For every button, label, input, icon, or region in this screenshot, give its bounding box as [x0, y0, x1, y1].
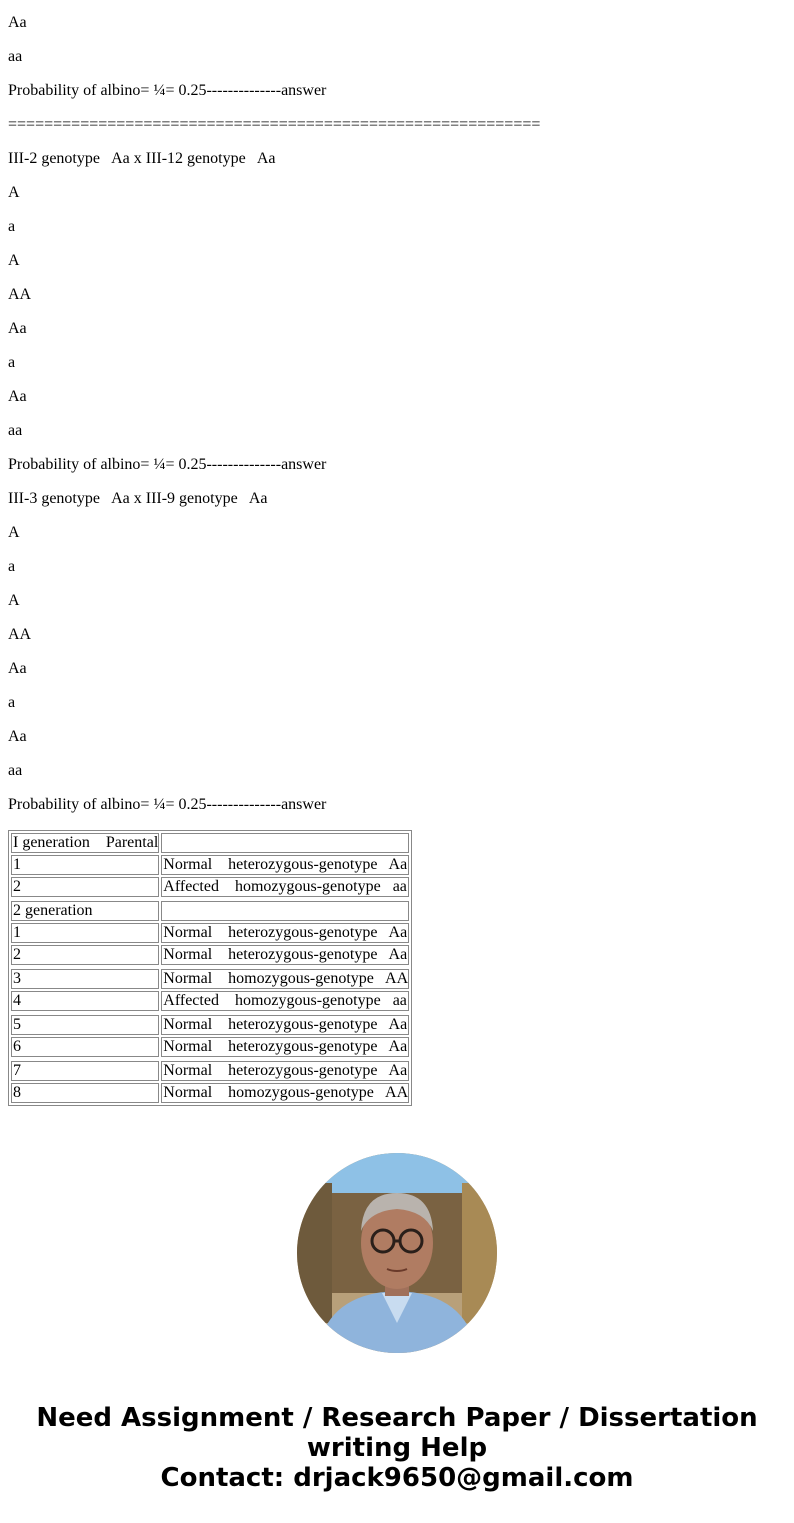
text-line: III-2 genotype Aa x III-12 genotype Aa: [8, 150, 276, 167]
table-cell: 4: [11, 991, 159, 1011]
text-line: Aa: [8, 660, 27, 677]
table-row: [11, 1037, 409, 1057]
table-row: [11, 969, 409, 989]
table-cell: 5: [11, 1015, 159, 1035]
table-row: [11, 901, 409, 921]
separator-line: ===========================================================: [8, 116, 541, 133]
contact-line: Contact: drjack9650@gmail.com: [160, 1463, 634, 1493]
table-cell: Normal heterozygous-genotype Aa: [163, 1062, 408, 1079]
text-line: aa: [8, 762, 23, 779]
table-cell: [161, 901, 409, 921]
text-line: A: [8, 252, 20, 269]
text-line: aa: [8, 48, 23, 65]
table-cell: 2: [11, 945, 159, 965]
table-cell: Normal homozygous-genotype AA: [163, 1084, 409, 1101]
table-cell: 1: [11, 923, 159, 943]
table-cell: Normal heterozygous-genotype Aa: [163, 1016, 408, 1033]
table-cell: 2 generation: [11, 901, 159, 921]
genotype-table: [8, 830, 412, 1106]
text-line: A: [8, 524, 20, 541]
text-line: Probability of albino= ¼= 0.25--------------answer: [8, 82, 327, 99]
table-cell: [161, 833, 409, 853]
table-row: [11, 945, 409, 965]
table-cell: 2: [11, 877, 159, 897]
text-line: aa: [8, 422, 23, 439]
text-line: Aa: [8, 320, 27, 337]
promo-banner: [0, 1403, 794, 1493]
table-row: [11, 1061, 409, 1081]
table-row: [11, 1015, 409, 1035]
table-cell: Normal homozygous-genotype AA: [163, 970, 409, 987]
table-row: [11, 855, 409, 875]
table-cell: Normal heterozygous-genotype Aa: [163, 856, 408, 873]
portrait-illustration: [297, 1153, 497, 1353]
text-line: III-3 genotype Aa x III-9 genotype Aa: [8, 490, 268, 507]
text-line: AA: [8, 286, 32, 303]
table-cell: 6: [11, 1037, 159, 1057]
text-line: a: [8, 694, 16, 711]
table-row: [11, 877, 409, 897]
text-line: Aa: [8, 14, 27, 31]
table-row: [11, 833, 409, 853]
promo-line: writing Help: [306, 1433, 488, 1463]
table-row: [11, 991, 409, 1011]
text-line: a: [8, 218, 16, 235]
table-cell: Normal heterozygous-genotype Aa: [163, 924, 408, 941]
text-line: Probability of albino= ¼= 0.25--------------answer: [8, 456, 327, 473]
text-line: a: [8, 354, 16, 371]
promo-line: Need Assignment / Research Paper / Dissertation: [36, 1403, 758, 1433]
text-line: a: [8, 558, 16, 575]
author-portrait-icon: [297, 1153, 497, 1353]
table-cell: Normal heterozygous-genotype Aa: [163, 946, 408, 963]
text-line: A: [8, 592, 20, 609]
text-line: Aa: [8, 728, 27, 745]
text-line: AA: [8, 626, 32, 643]
text-line: Probability of albino= ¼= 0.25--------------answer: [8, 796, 327, 813]
table-cell: 7: [11, 1061, 159, 1081]
table-cell: 1: [11, 855, 159, 875]
table-cell: Affected homozygous-genotype aa: [161, 877, 409, 897]
table-row: [11, 1083, 409, 1103]
document-body: [8, 0, 786, 816]
table-cell: Normal heterozygous-genotype Aa: [163, 1038, 408, 1055]
text-line: Aa: [8, 388, 27, 405]
text-line: A: [8, 184, 20, 201]
table-cell: 3: [11, 969, 159, 989]
table-cell: 8: [11, 1083, 159, 1103]
table-row: [11, 923, 409, 943]
table-cell: I generation Parental: [13, 834, 159, 851]
table-cell: Affected homozygous-genotype aa: [161, 991, 409, 1011]
